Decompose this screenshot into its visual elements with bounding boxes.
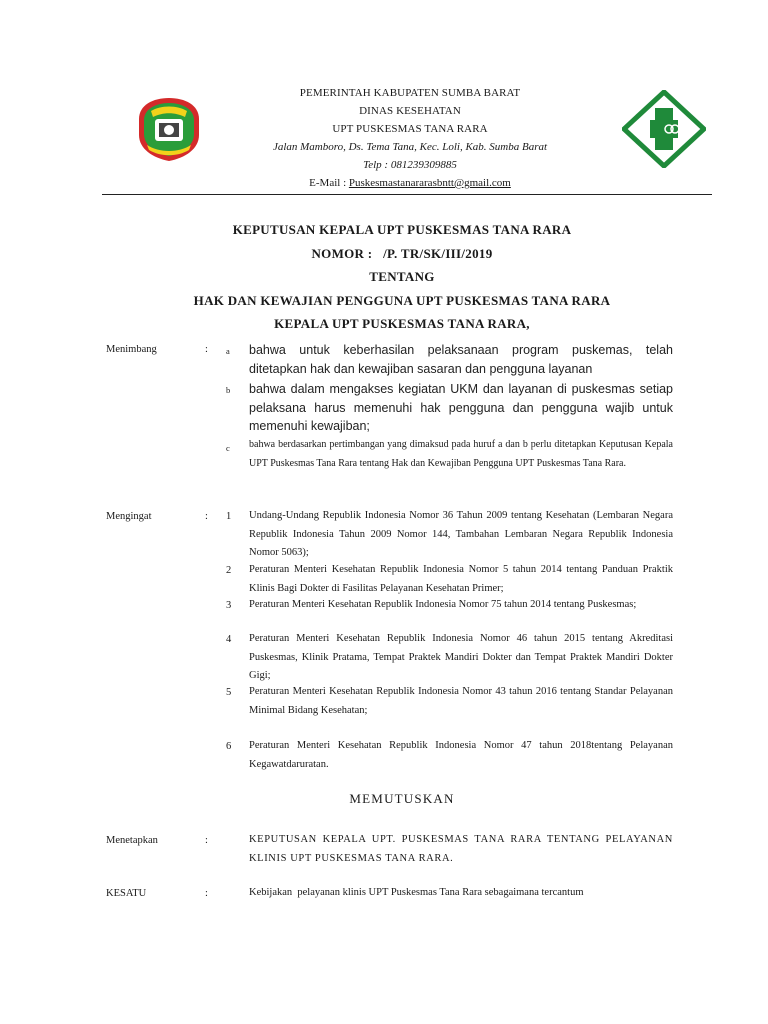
menetapkan-label: Menetapkan: [106, 835, 158, 846]
title-line-keputusan: KEPUTUSAN KEPALA UPT PUSKESMAS TANA RARA: [232, 222, 572, 237]
kabupaten-crest-logo: [133, 95, 205, 163]
puskesmas-logo: [622, 90, 706, 168]
mengingat-item-5: Peraturan Menteri Kesehatan Republik Indonesia Nomor 43 tahun 2016 tentang Standar Pelayanan Minimal Bidang Kesehatan;: [249, 686, 673, 716]
header-puskesmas: UPT PUSKESMAS TANA RARA: [332, 123, 488, 135]
header-email-line: [210, 174, 610, 192]
mengingat-mark-6: 6: [226, 741, 232, 752]
title-line-nomor: NOMOR : /P. TR/SK/III/2019: [311, 245, 493, 261]
title-line-subject: HAK DAN KEWAJIAN PENGGUNA UPT PUSKESMAS TANA RARA: [193, 292, 611, 308]
menimbang-item-b: bahwa dalam mengakses kegiatan UKM dan layanan di puskesmas setiap pelaksana harus memenuhi hak pengguna dan pengguna wajib untuk memenuhi kewajiban;: [249, 382, 673, 433]
title-line-tentang: TENTANG: [369, 269, 435, 284]
menetapkan-text: KEPUTUSAN KEPALA UPT. PUSKESMAS TANA RARA TENTANG PELAYANAN KLINIS UPT PUSKESMAS TANA RARA.: [249, 834, 673, 864]
memutuskan-heading: MEMUTUSKAN: [349, 791, 455, 806]
mengingat-mark-3: 3: [226, 600, 232, 611]
mengingat-item-2: Peraturan Menteri Kesehatan Republik Indonesia Nomor 5 tahun 2014 tentang Panduan Praktik Klinis Bagi Dokter di Fasilitas Pelayanan Kesehatan Primer;: [249, 564, 673, 594]
decree-title: [100, 218, 704, 336]
menimbang-mark-a: a: [226, 346, 230, 356]
menimbang-item-c: bahwa berdasarkan pertimbangan yang dimaksud pada huruf a dan b perlu ditetapkan Keputusan Kepala UPT Puskesmas Tana Rara tentang Hak dan Kewajiban Pengguna UPT Puskesmas Tana Rara.: [249, 439, 673, 469]
kesatu-colon: :: [205, 888, 208, 899]
mengingat-label: Mengingat: [106, 511, 152, 522]
menimbang-label: Menimbang: [106, 344, 157, 355]
title-line-kepala: KEPALA UPT PUSKESMAS TANA RARA,: [274, 316, 530, 331]
mengingat-mark-4: 4: [226, 634, 232, 645]
header-address: Jalan Mamboro, Ds. Tema Tana, Kec. Loli, Kab. Sumba Barat: [272, 141, 548, 153]
mengingat-item-3: Peraturan Menteri Kesehatan Republik Indonesia Nomor 75 tahun 2014 tentang Puskesmas;: [249, 599, 637, 610]
mengingat-item-6: Peraturan Menteri Kesehatan Republik Indonesia Nomor 47 tahun 2018tentang Pelayanan Kegawatdaruratan.: [249, 740, 673, 770]
header-phone: Telp : 081239309885: [363, 159, 457, 171]
menetapkan-colon: :: [205, 835, 208, 846]
header-divider: [102, 194, 712, 195]
mengingat-mark-2: 2: [226, 565, 232, 576]
kesatu-label: KESATU: [106, 888, 147, 899]
menimbang-mark-c: c: [226, 443, 230, 453]
mengingat-mark-5: 5: [226, 687, 232, 698]
menimbang-mark-b: b: [226, 385, 231, 395]
mengingat-colon: :: [205, 511, 208, 522]
header-email-link[interactable]: Puskesmastanararasbntt@gmail.com: [348, 177, 511, 189]
header-email-label: E-Mail :: [309, 177, 349, 189]
header-department: DINAS KESEHATAN: [359, 105, 461, 117]
letterhead: [210, 84, 610, 192]
menimbang-item-a: bahwa untuk keberhasilan pelaksanaan program puskemas, telah ditetapkan hak dan kewajiban sasaran dan pengguna layanan: [249, 343, 673, 376]
mengingat-item-1: Undang-Undang Republik Indonesia Nomor 36 Tahun 2009 tentang Kesehatan (Lembaran Negara Republik Indonesia Tahun 2009 Nomor 144, Tambahan Lembaran Negara Republik Indonesia Nomor 5063);: [249, 510, 673, 558]
header-government: PEMERINTAH KABUPATEN SUMBA BARAT: [299, 87, 521, 99]
kesatu-text: Kebijakan pelayanan klinis UPT Puskesmas Tana Rara sebagaimana tercantum: [249, 887, 584, 898]
mengingat-item-4: Peraturan Menteri Kesehatan Republik Indonesia Nomor 46 tahun 2015 tentang Akreditasi Puskesmas, Klinik Pratama, Tempat Praktek Mandiri Dokter dan Tempat Praktek Mandiri Dokter Gigi;: [249, 633, 673, 681]
menimbang-colon: :: [205, 344, 208, 355]
mengingat-mark-1: 1: [226, 511, 232, 522]
